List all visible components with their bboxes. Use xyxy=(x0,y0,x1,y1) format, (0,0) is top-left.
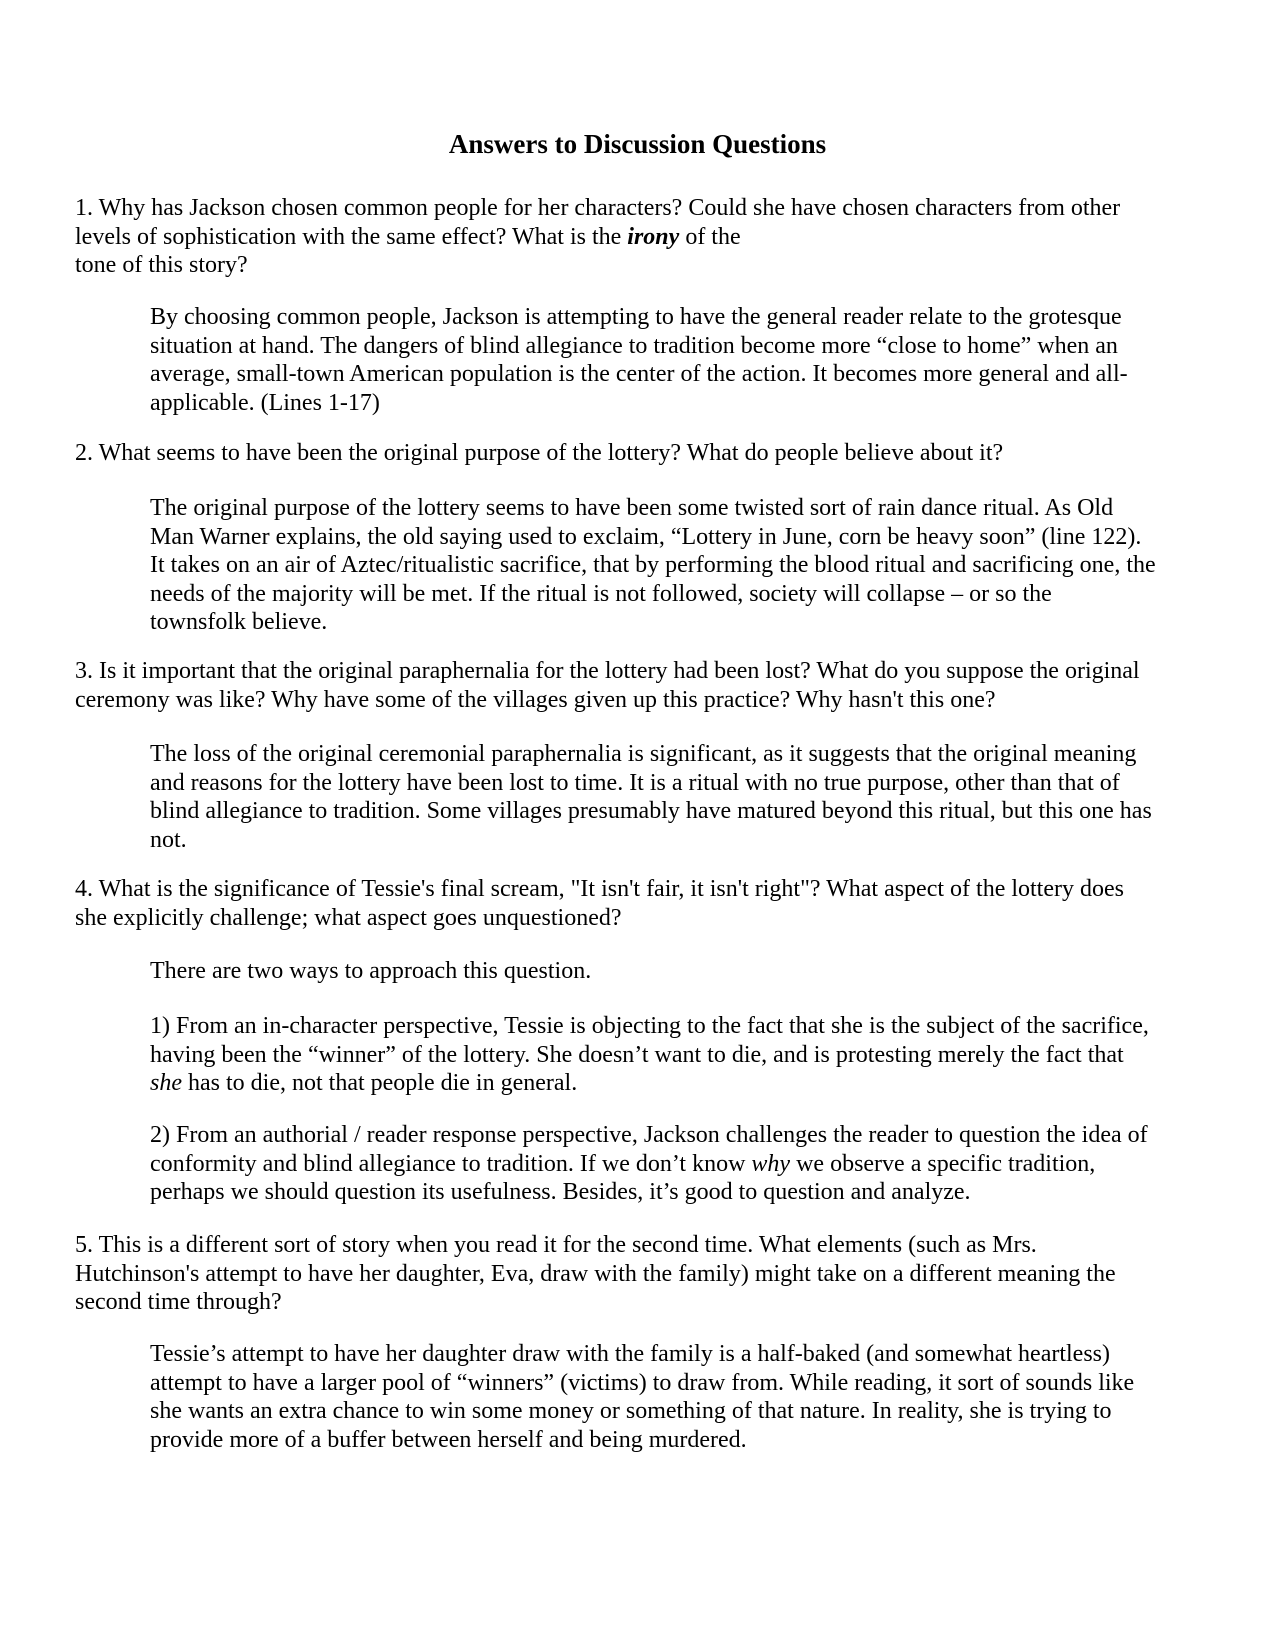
answer-3-line: The loss of the original ceremonial paraphernalia is significant, as it suggests that the original meaning xyxy=(150,741,1137,767)
answer-1-line: average, small-town American population is the center of the action. It becomes more general and all- xyxy=(150,361,1128,387)
question-1-text: levels of sophistication with the same effect? What is the xyxy=(75,223,628,250)
answer-5-line: provide more of a buffer between herself and being murdered. xyxy=(150,1426,747,1453)
answer-4-point-2-line: 2) From an authorial / reader response perspective, Jackson challenges the reader to question the idea of xyxy=(150,1122,1148,1148)
question-4-line: she explicitly challenge; what aspect goes unquestioned? xyxy=(75,904,622,931)
answer-2-line: needs of the majority will be met. If the ritual is not followed, society will collapse – or so the xyxy=(150,580,1052,607)
answer-5-line: Tessie’s attempt to have her daughter draw with the family is a half-baked (and somewhat heartless) xyxy=(150,1341,1110,1367)
answer-2 xyxy=(150,494,1156,637)
answer-4-point-2 xyxy=(150,1121,1148,1207)
question-4-line: 4. What is the significance of Tessie's final scream, "It isn't fair, it isn't right"? What aspect of the lottery does xyxy=(75,876,1124,902)
answer-3-line: blind allegiance to tradition. Some villages presumably have matured beyond this ritual, but this one has xyxy=(150,798,1152,824)
answer-2-line: Man Warner explains, the old saying used to exclaim, “Lottery in June, corn be heavy soon” (line 122). xyxy=(150,523,1142,550)
question-5-line: second time through? xyxy=(75,1289,282,1315)
answer-4-point-2-text: conformity and blind allegiance to tradition. If we don’t know xyxy=(150,1150,752,1177)
answer-2-line: The original purpose of the lottery seems to have been some twisted sort of rain dance ritual. As Old xyxy=(150,495,1114,521)
answer-5-line: attempt to have a larger pool of “winners” (victims) to draw from. While reading, it sort of sounds like xyxy=(150,1369,1135,1396)
question-1-line: 1. Why has Jackson chosen common people for her characters? Could she have chosen characters from other xyxy=(75,195,1121,221)
question-3-line: ceremony was like? Why have some of the villages given up this practice? Why hasn't this one? xyxy=(75,686,996,713)
question-3 xyxy=(75,657,1140,714)
answer-4-point-1-line: having been the “winner” of the lottery. She doesn’t want to die, and is protesting merely the fact that xyxy=(150,1041,1124,1068)
answer-1-line: By choosing common people, Jackson is attempting to have the general reader relate to the grotesque xyxy=(150,304,1122,330)
question-4 xyxy=(75,875,1124,932)
answer-2-line: It takes on an air of Aztec/ritualistic sacrifice, that by performing the blood ritual and sacrificing one, the xyxy=(150,552,1156,578)
answer-4-point-2-text: we observe a specific tradition, xyxy=(790,1150,1096,1177)
answer-4-point-1 xyxy=(150,1012,1149,1098)
answer-3-line: and reasons for the lottery have been lost to time. It is a ritual with no true purpose, other than that of xyxy=(150,769,1120,796)
answer-5-line: she wants an extra chance to win some money or something of that nature. In reality, she is trying to xyxy=(150,1398,1112,1424)
question-2 xyxy=(75,439,1003,468)
answer-4-intro-line: There are two ways to approach this question. xyxy=(150,958,592,984)
question-1-text: of the xyxy=(679,223,741,250)
answer-5 xyxy=(150,1340,1134,1454)
question-3-line: 3. Is it important that the original paraphernalia for the lottery had been lost? What do you suppose the original xyxy=(75,658,1140,684)
why-emphasis: why xyxy=(751,1150,791,1177)
answer-4-point-1-line xyxy=(150,1069,1149,1098)
page-title: Answers to Discussion Questions xyxy=(448,129,827,159)
answer-3 xyxy=(150,740,1152,854)
she-emphasis: she xyxy=(150,1070,182,1096)
answer-1-line: situation at hand. The dangers of blind allegiance to tradition become more “close to home” when an xyxy=(150,332,1118,359)
question-5 xyxy=(75,1231,1116,1317)
question-5-line: 5. This is a different sort of story when you read it for the second time. What elements (such as Mrs. xyxy=(75,1232,1037,1258)
answer-1 xyxy=(150,303,1128,417)
answer-4-point-2-line: perhaps we should question its usefulness. Besides, it’s good to question and analyze. xyxy=(150,1179,971,1205)
question-5-line: Hutchinson's attempt to have her daughter, Eva, draw with the family) might take on a different meaning the xyxy=(75,1260,1116,1287)
answer-4-point-2-line xyxy=(150,1150,1148,1179)
question-1-line: tone of this story? xyxy=(75,252,248,278)
answer-4-intro xyxy=(150,957,591,986)
answer-4-point-1-line: 1) From an in-character perspective, Tessie is objecting to the fact that she is the subject of the sacrifice, xyxy=(150,1013,1149,1039)
question-1 xyxy=(75,194,1120,280)
answer-3-line: not. xyxy=(150,826,187,853)
question-2-line: 2. What seems to have been the original purpose of the lottery? What do people believe about it? xyxy=(75,440,1004,466)
answer-4-point-1-text: has to die, not that people die in general. xyxy=(182,1070,578,1096)
answer-1-line: applicable. (Lines 1-17) xyxy=(150,389,380,416)
answer-2-line: townsfolk believe. xyxy=(150,609,328,635)
irony-emphasis: irony xyxy=(627,223,680,250)
question-1-line xyxy=(75,223,1120,252)
